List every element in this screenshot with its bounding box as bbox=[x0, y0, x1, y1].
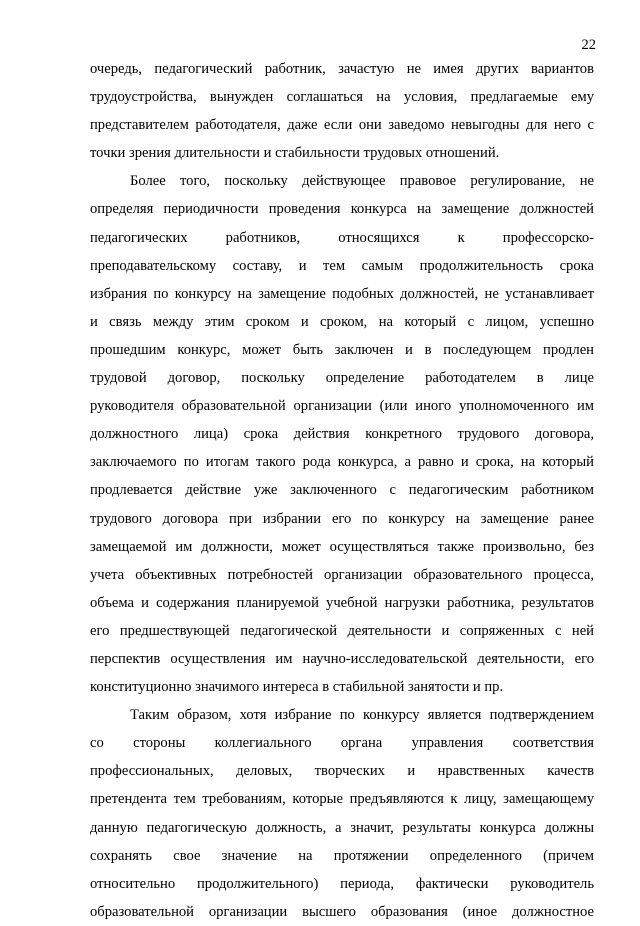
text-line: Более того, поскольку действующее правовое регулирование, не bbox=[130, 173, 594, 190]
text-line: представителем работодателя, даже если они заведомо невыгодны для него с bbox=[90, 117, 594, 134]
text-line: претендента тем требованиям, которые предъявляются к лицу, замещающему bbox=[90, 791, 594, 808]
text-line: со стороны коллегиального органа управления соответствия bbox=[90, 735, 594, 752]
text-line: сохранять свое значение на протяжении определенного (причем bbox=[90, 847, 594, 864]
paragraph-1 bbox=[90, 55, 594, 167]
text-line: замещаемой им должности, может осуществляться также произвольно, без bbox=[90, 538, 594, 555]
page-number: 22 bbox=[581, 37, 596, 53]
text-line: педагогических работников, относящихся к профессорско- bbox=[90, 229, 594, 246]
text-line: его предшествующей педагогической деятельности и сопряженных с ней bbox=[90, 622, 594, 639]
text-line: трудовой договор, поскольку определение работодателем в лице bbox=[90, 370, 594, 387]
text-line: определяя периодичности проведения конкурса на замещение должностей bbox=[90, 201, 594, 218]
text-line: относительно продолжительного) периода, фактически руководитель bbox=[90, 875, 594, 892]
text-line: заключаемого по итогам такого рода конкурса, а равно и срока, на который bbox=[90, 454, 594, 471]
paragraph-3 bbox=[90, 701, 594, 926]
text-line: профессиональных, деловых, творческих и нравственных качеств bbox=[90, 763, 594, 780]
text-line: продлевается действие уже заключенного с педагогическим работником bbox=[90, 482, 594, 499]
text-line: образовательной организации высшего образования (иное должностное bbox=[90, 903, 594, 920]
text-line: конституционно значимого интереса в стабильной занятости и пр. bbox=[90, 679, 504, 696]
text-line: точки зрения длительности и стабильности трудовых отношений. bbox=[90, 145, 500, 162]
text-line: преподавательскому составу, и тем самым продолжительность срока bbox=[90, 257, 594, 274]
document-body bbox=[90, 55, 594, 926]
text-line: перспектив осуществления им научно-исследовательской деятельности, его bbox=[90, 650, 594, 667]
text-line: данную педагогическую должность, а значит, результаты конкурса должны bbox=[90, 819, 594, 836]
text-line: трудового договора при избрании его по конкурсу на замещение ранее bbox=[90, 510, 594, 527]
text-line: очередь, педагогический работник, зачастую не имея других вариантов bbox=[90, 61, 594, 77]
text-line: учета объективных потребностей организации образовательного процесса, bbox=[90, 566, 594, 583]
text-line: руководителя образовательной организации (или иного уполномоченного им bbox=[90, 398, 594, 415]
text-line: должностного лица) срока действия конкретного трудового договора, bbox=[90, 426, 594, 443]
text-line: избрания по конкурсу на замещение подобных должностей, не устанавливает bbox=[90, 285, 594, 302]
text-line: прошедшим конкурс, может быть заключен и в последующем продлен bbox=[90, 341, 594, 358]
text-line: и связь между этим сроком и сроком, на который с лицом, успешно bbox=[90, 313, 594, 330]
text-line: трудоустройства, вынужден соглашаться на условия, предлагаемые ему bbox=[90, 89, 594, 106]
text-line: Таким образом, хотя избрание по конкурсу является подтверждением bbox=[130, 707, 594, 724]
text-line: объема и содержания планируемой учебной нагрузки работника, результатов bbox=[90, 594, 594, 611]
paragraph-2 bbox=[90, 167, 594, 701]
